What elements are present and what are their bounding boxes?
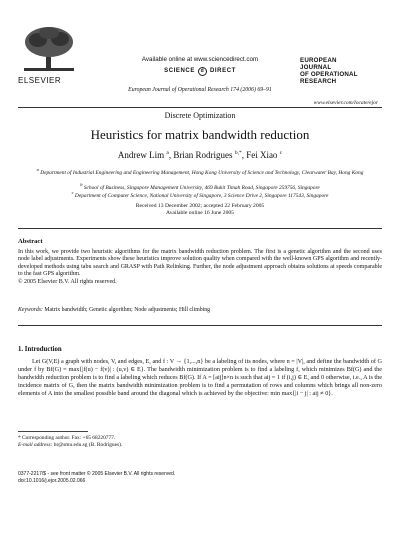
journal-url[interactable]: www.elsevier.com/locate/ejor <box>313 100 378 106</box>
affiliation-sup: a <box>36 167 39 172</box>
keywords <box>18 307 382 313</box>
abstract-body <box>18 249 382 286</box>
sciencedirect-right: DIRECT <box>209 68 236 74</box>
journal-name-block <box>300 57 380 85</box>
affiliation-text: Department of Industrial Engineering and Engineering Management, Hong Kong University of Science and Technology, Clearwater Bay, Hong Kong <box>40 169 364 176</box>
available-online-text[interactable]: Available online at www.sciencedirect.com <box>141 56 259 63</box>
footnote-email-line <box>18 442 382 449</box>
sciencedirect-left: SCIENCE <box>164 68 195 74</box>
author-name: Fei Xiao <box>246 150 278 160</box>
abstract-top-rule <box>18 228 382 229</box>
affiliation-sup: c <box>71 190 74 195</box>
author-list: Andrew Lim $^a$, Brian Rodrigues $^{b,*}$, Fei Xiao $^c$ <box>117 150 283 160</box>
affiliation-text: Department of Computer Science, National University of Singapore, 3 Science Drive 2, Singapore 117543, Singapore <box>74 192 329 199</box>
received-date: Received 13 December 2002; accepted 22 February 2005 <box>135 203 265 209</box>
email-label: E-mail address: <box>18 442 53 448</box>
abstract-heading: Abstract <box>18 238 43 245</box>
email-link[interactable]: br@smu.edu.sg <box>53 442 88 448</box>
copyright-text: © 2005 Elsevier B.V. All rights reserved. <box>18 278 117 285</box>
footnote-author: * Corresponding author. Fax: +65 68220777. <box>18 435 116 441</box>
author-sup[interactable]: b,* <box>234 150 242 156</box>
section-label: Discrete Optimization <box>164 111 236 120</box>
abstract-bottom-rule <box>18 325 382 326</box>
affiliation-text: School of Business, Singapore Management University, 469 Bukit Timah Road, Singapore 259756, Singapore <box>83 184 320 191</box>
doi-line[interactable]: doi:10.1016/j.ejor.2005.02.066 <box>18 477 86 484</box>
journal-reference: European Journal of Operational Research 174 (2006) 69–91 <box>128 87 272 93</box>
journal-name-line: RESEARCH <box>300 78 337 85</box>
author-name: Brian Rodrigues <box>173 150 233 160</box>
keywords-text: Matrix bandwidth; Genetic algorithm; Node adjustments; Hill climbing <box>44 307 211 313</box>
abstract-text: In this work, we provide two heuristic algorithms for the matrix bandwidth reduction problem. The first is a genetic algorithm and the second uses node label adjustments. Experiments show these heuristics improve solution quality when compared with the well-known GPS algorithm and recently-developed methods using tabu search and GRASP with Path Relinking. Further, the node adjustment approach obtains solutions at speeds comparable to the fast GPS algorithm. <box>18 249 382 278</box>
footnote-rule <box>18 431 88 432</box>
keywords-label: Keywords: <box>18 307 43 313</box>
intro-paragraph: Let G(V,E) a graph with nodes, V, and edges, E, and f : V → {1,...,n} be a labeling of its nodes, where n = |V|, and define the bandwidth of G under f by Bf(G) = max{|f(u) − f(v)| : (u,v) ∈ E}. The bandwidth minimization problem is to find a labeling f, which minimizes Bf(G) and the bandwidth reduction problem is to find a labeling which reduces Bf(G). If A = [aij]n×n is such that aij = 1 if (i,j) ∈ E, and 0 otherwise, i.e., A is the incidence matrix of G, then the matrix bandwidth minimization problem is to find a permutation of rows and columns which brings all non-zero elements of A into the smallest possible band around the diagonal which is achieved by the objective: min max{|i − j| : aij ≠ 0}. <box>18 358 382 397</box>
author-sup: c <box>279 150 283 156</box>
available-date: Available online 16 June 2005 <box>166 210 234 216</box>
elsevier-tree-logo <box>18 24 80 72</box>
issn-line: 0377-2217/$ - see front matter © 2005 Elsevier B.V. All rights reserved. <box>18 471 176 477</box>
sciencedirect-circle-icon: d <box>198 67 207 76</box>
affiliation <box>30 189 370 200</box>
bottom-info <box>18 471 175 484</box>
intro-heading: 1. Introduction <box>18 346 62 353</box>
publisher-name: ELSEVIER <box>18 76 62 85</box>
affiliation <box>30 166 370 177</box>
paper-title: Heuristics for matrix bandwidth reduction <box>90 127 310 142</box>
sciencedirect-logo[interactable] <box>148 66 252 76</box>
affiliation-sup: b <box>80 182 83 187</box>
author-name: Andrew Lim <box>117 150 165 160</box>
journal-name-line: JOURNAL <box>300 64 332 71</box>
header-rule <box>18 107 382 108</box>
journal-name-line: OF OPERATIONAL <box>300 71 358 78</box>
email-suffix: (B. Rodrigues). <box>88 442 123 448</box>
journal-name-line: EUROPEAN <box>300 57 337 64</box>
author-sup: a <box>166 150 169 156</box>
